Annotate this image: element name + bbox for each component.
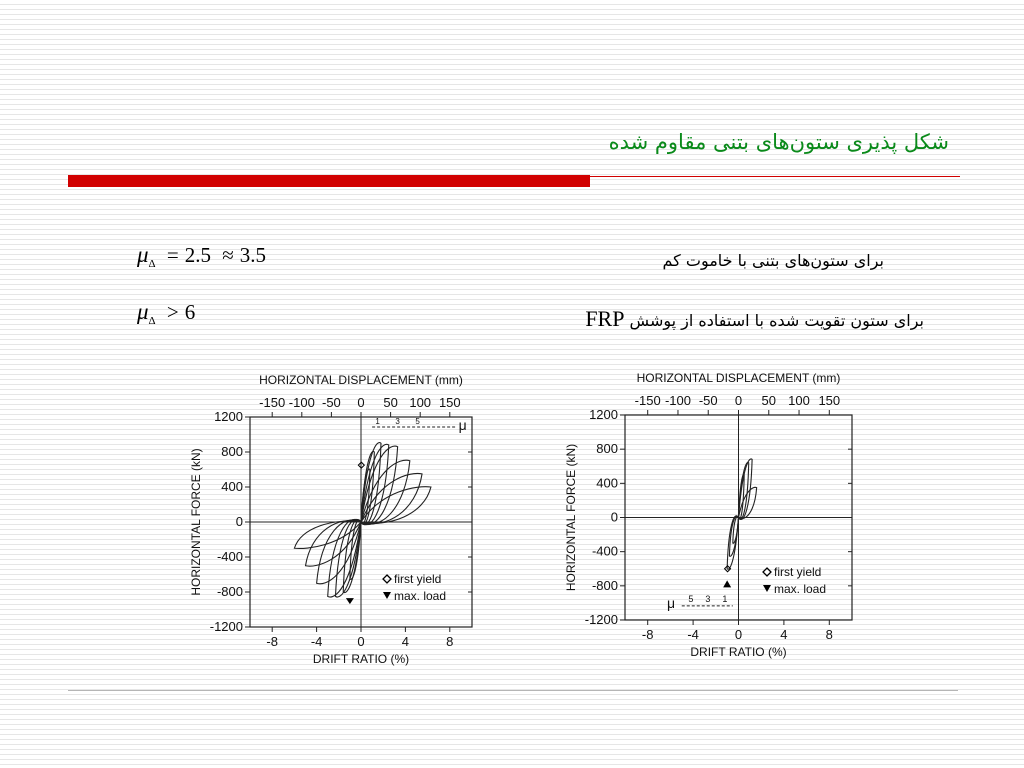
x-tick-label: 4 — [780, 627, 788, 642]
hysteresis-chart-frp — [560, 362, 870, 670]
y-tick-label: 1200 — [214, 409, 243, 424]
y-tick-label: -1200 — [209, 619, 243, 634]
formula-ductility-2 — [137, 299, 195, 327]
x-tick-label: 8 — [825, 627, 833, 642]
frp-label: FRP — [585, 306, 625, 331]
title-underline-thin — [590, 176, 960, 177]
y-tick-label: 400 — [221, 479, 243, 494]
text-line-2: برای ستون تقویت شده با استفاده از پوشش — [624, 311, 924, 330]
top-tick-label: 100 — [409, 395, 432, 410]
legend-max-load: max. load — [394, 589, 447, 603]
y-axis-label: HORIZONTAL FORCE (kN) — [564, 443, 578, 592]
y-tick-label: 0 — [610, 509, 618, 525]
legend-first-yield: first yield — [394, 572, 442, 586]
x-tick-label: 0 — [357, 634, 365, 649]
top-tick-label: 100 — [788, 393, 810, 408]
y-tick-label: 0 — [235, 514, 243, 529]
x-tick-label: -8 — [266, 634, 278, 649]
y-tick-label: 400 — [596, 475, 618, 491]
first-yield-marker-icon — [763, 568, 771, 576]
hysteresis-loop — [294, 521, 361, 548]
formula-ductility-1 — [137, 242, 266, 270]
mu-symbol: μ — [137, 299, 149, 324]
max-load-point — [723, 580, 731, 587]
mu-label: μ — [458, 417, 467, 433]
mu-mark: 5 — [415, 417, 420, 426]
top-tick-label: -100 — [288, 395, 315, 410]
top-axis-title: HORIZONTAL DISPLACEMENT (mm) — [259, 373, 463, 387]
top-tick-label: 50 — [761, 393, 777, 408]
y-axis-label: HORIZONTAL FORCE (kN) — [189, 448, 203, 596]
max-load-marker-icon — [383, 592, 391, 599]
top-tick-label: -100 — [664, 393, 691, 408]
y-tick-label: -800 — [591, 577, 618, 593]
slide-title: شکل پذیری ستون‌های بتنی مقاوم شده — [608, 130, 949, 154]
x-tick-label: 8 — [446, 634, 454, 649]
mu-symbol: μ — [137, 242, 149, 267]
y-tick-label: 1200 — [589, 407, 618, 422]
delta-subscript: Δ — [148, 315, 156, 328]
top-tick-label: -50 — [698, 393, 718, 408]
y-tick-label: 800 — [596, 441, 618, 457]
formula-op: = — [166, 243, 179, 267]
bottom-divider — [68, 690, 958, 691]
mu-mark: 1 — [375, 417, 380, 426]
x-tick-label: -4 — [687, 627, 699, 642]
top-tick-label: -150 — [259, 395, 286, 410]
formula-value: 3.5 — [239, 243, 266, 267]
y-tick-label: -400 — [216, 549, 243, 564]
mu-mark: 3 — [705, 593, 711, 604]
text-line-1: برای ستون‌های بتنی با خاموت کم — [662, 251, 884, 270]
top-tick-label: -150 — [634, 393, 661, 408]
top-axis-title: HORIZONTAL DISPLACEMENT (mm) — [636, 371, 841, 385]
legend-first-yield: first yield — [774, 565, 822, 579]
top-tick-label: 150 — [438, 395, 461, 410]
mu-label: μ — [666, 594, 676, 611]
legend-max-load: max. load — [774, 582, 827, 596]
top-tick-label: 0 — [357, 395, 365, 410]
mu-mark: 1 — [722, 593, 728, 604]
top-tick-label: -50 — [322, 395, 341, 410]
x-tick-label: -4 — [310, 634, 323, 649]
hysteresis-chart-unretrofitted — [170, 362, 490, 680]
max-load-marker-icon — [763, 585, 771, 592]
x-tick-label: -8 — [641, 627, 654, 642]
y-tick-label: -1200 — [584, 612, 618, 627]
mu-mark: 5 — [688, 593, 694, 604]
formula-op: > — [166, 300, 179, 324]
mu-mark: 3 — [395, 417, 400, 426]
title-underline-red — [68, 175, 590, 187]
first-yield-marker-icon — [383, 575, 391, 583]
x-tick-label: 0 — [734, 627, 743, 642]
y-tick-label: -400 — [591, 543, 618, 559]
formula-value: 2.5 — [184, 243, 211, 267]
x-axis-label: DRIFT RATIO (%) — [690, 645, 787, 659]
top-tick-label: 150 — [818, 393, 841, 408]
text-line-frp — [585, 306, 924, 332]
top-tick-label: 50 — [383, 395, 398, 410]
x-tick-label: 4 — [401, 634, 410, 649]
x-axis-label: DRIFT RATIO (%) — [312, 652, 410, 666]
formula-op: ≈ — [222, 243, 234, 267]
max-load-point — [346, 598, 354, 604]
hysteresis-loop — [306, 521, 362, 567]
text-line-low-stirrup — [663, 251, 884, 270]
delta-subscript: Δ — [148, 258, 156, 271]
formula-value: 6 — [184, 300, 196, 324]
y-tick-label: 800 — [221, 444, 243, 459]
top-tick-label: 0 — [734, 393, 743, 408]
y-tick-label: -800 — [216, 584, 243, 599]
